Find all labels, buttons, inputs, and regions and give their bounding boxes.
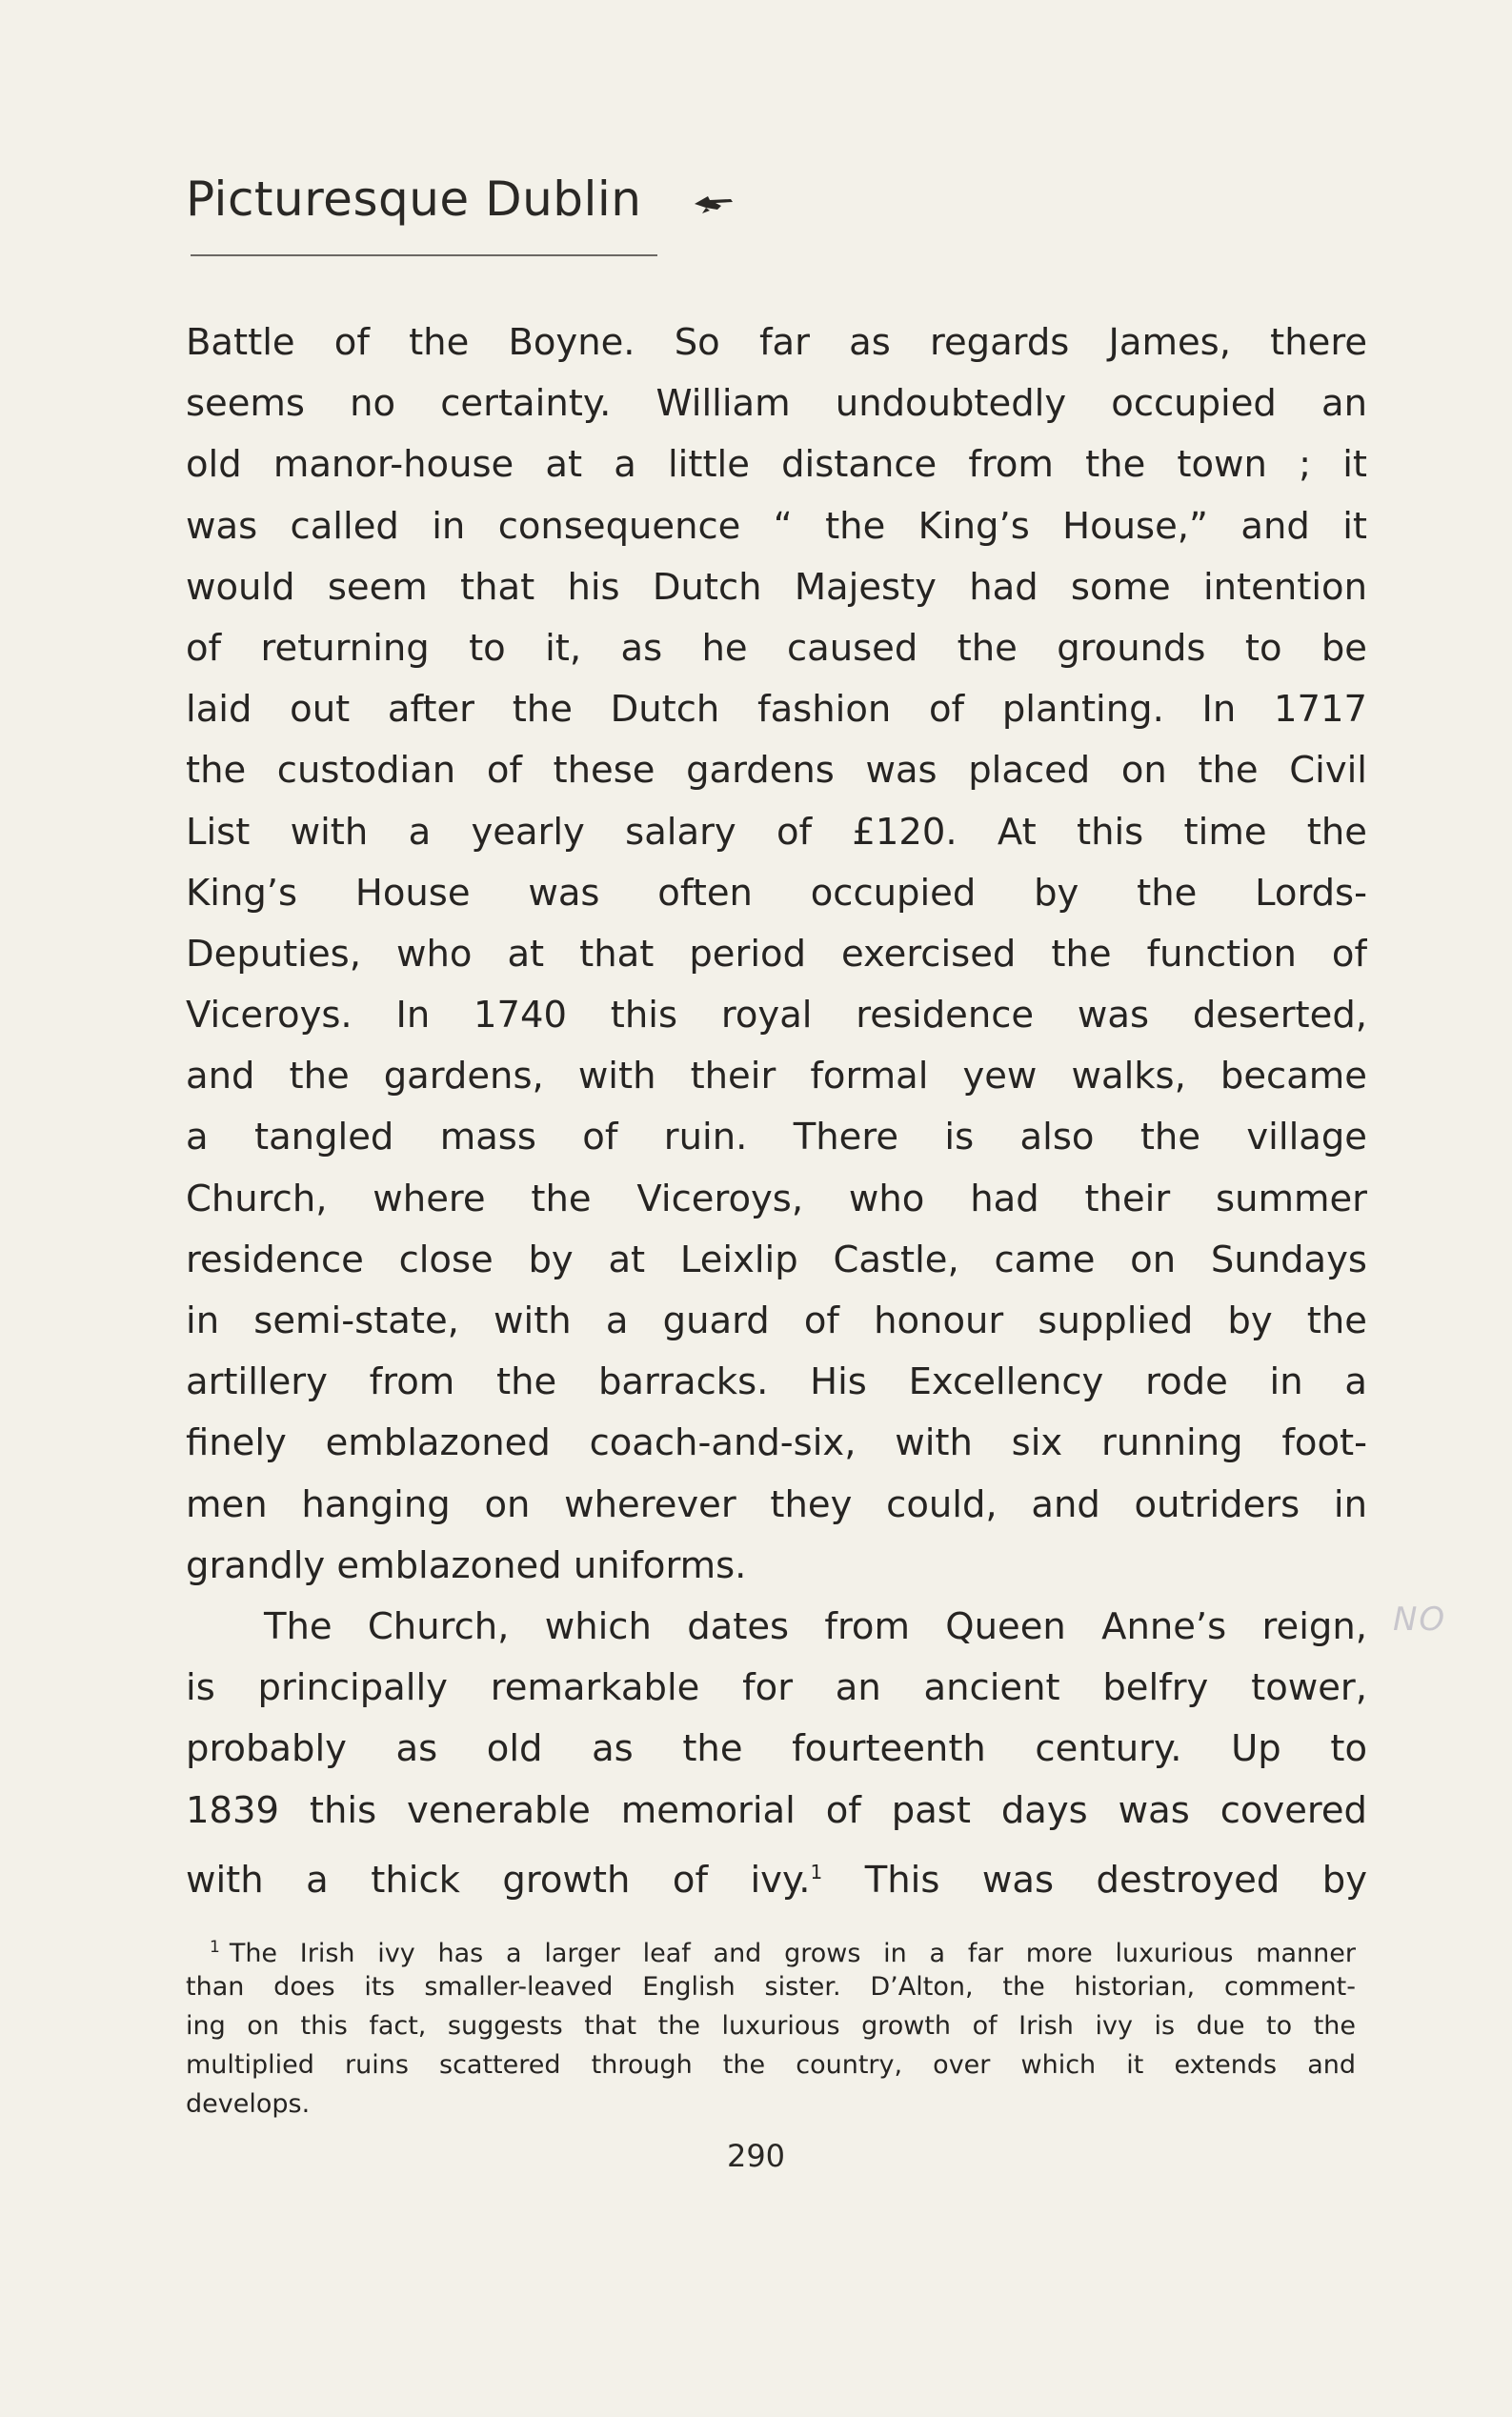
body-line: grandly emblazoned uniforms. — [186, 1543, 747, 1587]
margin-annotation: NO — [1393, 1601, 1447, 1639]
page-number: 290 — [726, 2138, 786, 2174]
body-line: Viceroys. In 1740 this royal residence was deserted, — [186, 994, 1367, 1037]
body-line: artillery from the barracks. His Excellency rode in a — [186, 1360, 1367, 1404]
body-line: Deputies, who at that period exercised the function of — [186, 932, 1367, 976]
body-line: of returning to it, as he caused the grounds to be — [186, 626, 1367, 670]
body-line: a tangled mass of ruin. There is also the village — [186, 1116, 1367, 1159]
body-line: in semi-state, with a guard of honour supplied by the — [186, 1299, 1367, 1342]
body-text-fragment: with a thick growth of ivy. — [186, 1858, 811, 1902]
body-line: 1839 this venerable memorial of past days was covered — [186, 1788, 1367, 1832]
hand-pointing-left-icon — [693, 191, 740, 219]
footnote-reference: 1 — [810, 1860, 823, 1883]
footnote-marker: 1 — [210, 1938, 220, 1957]
running-head-rule — [191, 254, 657, 256]
body-line: probably as old as the fourteenth century. Up to — [186, 1727, 1367, 1771]
body-line: finely emblazoned coach-and-six, with six running foot- — [186, 1421, 1367, 1465]
body-text-fragment: This was destroyed by — [822, 1858, 1367, 1902]
body-text — [186, 312, 1367, 1903]
paragraph-start-line: The Church, which dates from Queen Anne’s reign, — [264, 1604, 1367, 1648]
body-line: old manor-house at a little distance from the town ; it — [186, 443, 1367, 487]
body-line: List with a yearly salary of £120. At this time the — [186, 810, 1367, 854]
running-head-title: Picturesque Dublin — [186, 171, 642, 227]
body-line: would seem that his Dutch Majesty had some intention — [186, 565, 1367, 609]
footnote-line: multiplied ruins scattered through the country, over which it extends and — [186, 2050, 1356, 2080]
footnote-line — [186, 1928, 1356, 1967]
footnote-line: develops. — [186, 2089, 311, 2119]
footnote-line: than does its smaller-leaved English sister. D’Alton, the historian, comment- — [186, 1972, 1356, 2002]
body-line-with-footnote-ref — [186, 1842, 1367, 1903]
body-line: Battle of the Boyne. So far as regards James, there — [186, 321, 1367, 364]
footnote-line: ing on this fact, suggests that the luxurious growth of Irish ivy is due to the — [186, 2011, 1356, 2041]
footnote — [186, 1928, 1356, 2124]
body-line: seems no certainty. William undoubtedly occupied an — [186, 382, 1367, 426]
body-line: residence close by at Leixlip Castle, came on Sundays — [186, 1238, 1367, 1281]
body-line: was called in consequence “ the King’s House,” and it — [186, 504, 1367, 548]
body-line: the custodian of these gardens was placed on the Civil — [186, 749, 1367, 793]
body-line: men hanging on wherever they could, and outriders in — [186, 1482, 1367, 1526]
body-line: King’s House was often occupied by the Lords- — [186, 871, 1367, 915]
footnote-text: The Irish ivy has a larger leaf and grows in a far more luxurious manner — [229, 1939, 1356, 1967]
body-line: Church, where the Viceroys, who had their summer — [186, 1177, 1367, 1220]
body-line: and the gardens, with their formal yew walks, became — [186, 1055, 1367, 1098]
body-line: laid out after the Dutch fashion of planting. In 1717 — [186, 688, 1367, 732]
body-line: is principally remarkable for an ancient belfry tower, — [186, 1666, 1367, 1710]
